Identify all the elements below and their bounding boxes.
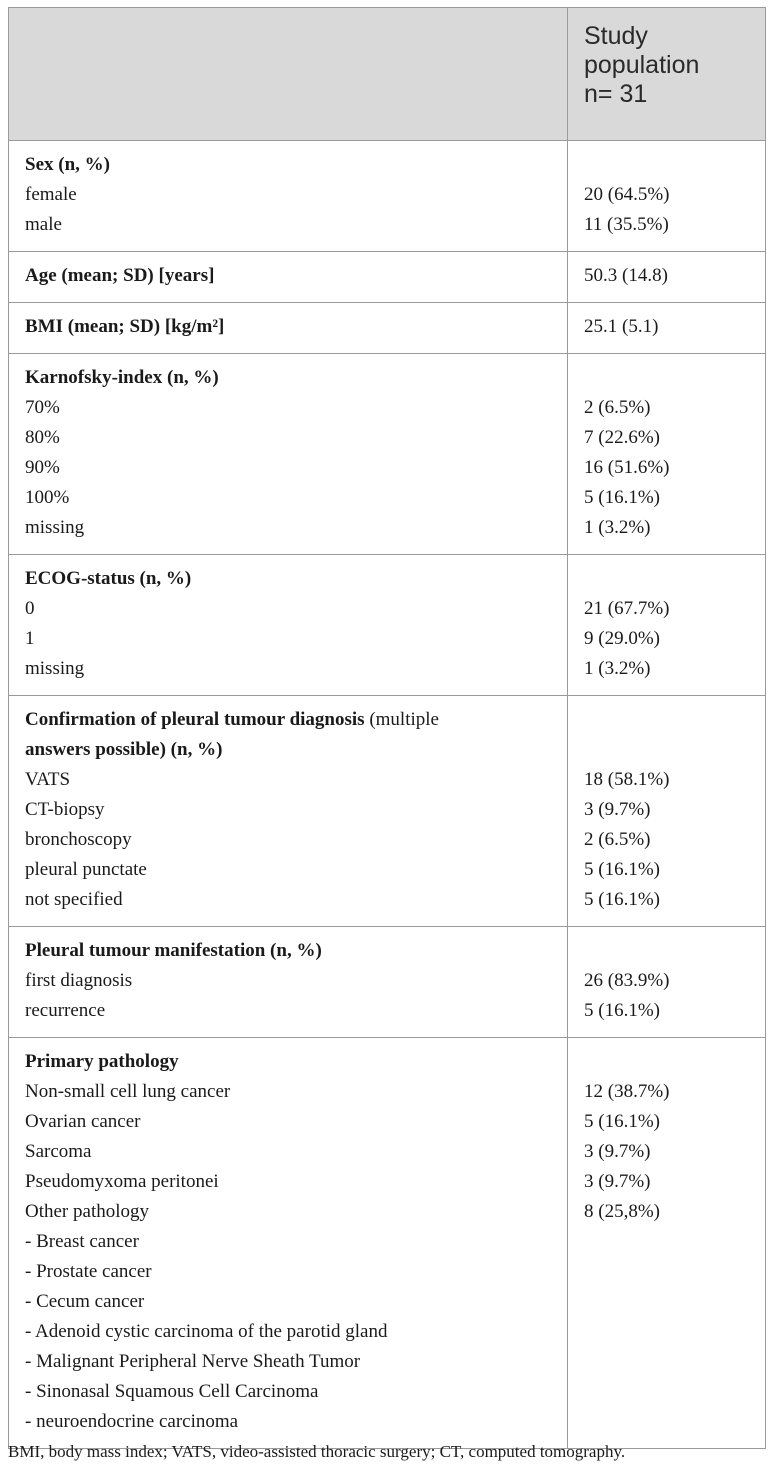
row-label: Sarcoma	[25, 1141, 92, 1162]
section-label-cell	[9, 141, 568, 252]
row-value: 2 (6.5%)	[584, 829, 651, 850]
row-label: 70%	[25, 397, 60, 418]
table-section-bmi	[9, 303, 766, 354]
row-value: 5 (16.1%)	[584, 889, 660, 910]
section-label-cell	[9, 252, 568, 303]
section-title-bold: Confirmation of pleural tumour diagnosis	[25, 709, 365, 730]
row-value: 3 (9.7%)	[584, 799, 651, 820]
row-value	[584, 1317, 749, 1347]
section-label-cell	[9, 555, 568, 696]
section-title: ECOG-status (n, %)	[25, 568, 192, 589]
section-value-cell	[568, 1038, 766, 1449]
row-value	[584, 1257, 749, 1287]
section-value-cell	[568, 696, 766, 927]
row-label: 0	[25, 598, 35, 619]
table-section-ecog	[9, 555, 766, 696]
row-label: pleural punctate	[25, 859, 147, 880]
row-label: missing	[25, 658, 85, 679]
row-value: 21 (67.7%)	[584, 598, 670, 619]
row-value: 3 (9.7%)	[584, 1141, 651, 1162]
row-value	[584, 1407, 749, 1437]
row-label: CT-biopsy	[25, 799, 105, 820]
row-value: 11 (35.5%)	[584, 214, 669, 235]
row-value: 9 (29.0%)	[584, 628, 660, 649]
row-value: 5 (16.1%)	[584, 1000, 660, 1021]
section-title: BMI (mean; SD) [kg/m²]	[25, 316, 225, 337]
table-footnote: BMI, body mass index; VATS, video-assisted thoracic surgery; CT, computed tomography.	[8, 1442, 626, 1461]
table-section-manifestation	[9, 927, 766, 1038]
row-label: 90%	[25, 457, 60, 478]
section-label-cell	[9, 354, 568, 555]
section-title: Age (mean; SD) [years]	[25, 265, 215, 286]
header-line: population	[584, 51, 700, 79]
row-label: - Malignant Peripheral Nerve Sheath Tumor	[25, 1351, 361, 1372]
study-population-table	[8, 7, 766, 1449]
row-label: first diagnosis	[25, 970, 133, 991]
row-value: 20 (64.5%)	[584, 184, 670, 205]
row-label: 80%	[25, 427, 60, 448]
section-label-cell	[9, 927, 568, 1038]
section-title	[25, 705, 551, 735]
section-value-cell	[568, 252, 766, 303]
section-value-cell	[568, 555, 766, 696]
row-value: 50.3 (14.8)	[584, 265, 668, 286]
section-value-cell	[568, 927, 766, 1038]
section-title: Sex (n, %)	[25, 154, 110, 175]
section-title: Pleural tumour manifestation (n, %)	[25, 940, 322, 961]
row-value: 26 (83.9%)	[584, 970, 670, 991]
row-label: recurrence	[25, 1000, 106, 1021]
row-value: 16 (51.6%)	[584, 457, 670, 478]
header-line: Study	[584, 22, 648, 50]
row-label: missing	[25, 517, 85, 538]
row-label: - Sinonasal Squamous Cell Carcinoma	[25, 1381, 319, 1402]
table-section-primary-pathology	[9, 1038, 766, 1449]
row-label: 100%	[25, 487, 70, 508]
row-value: 5 (16.1%)	[584, 859, 660, 880]
row-label: - neuroendocrine carcinoma	[25, 1411, 239, 1432]
header-value-cell	[568, 8, 766, 141]
header-label-cell	[9, 8, 568, 141]
header-line: n= 31	[584, 80, 648, 108]
study-population-table-container	[8, 7, 765, 1449]
row-value: 5 (16.1%)	[584, 487, 660, 508]
row-value: 1 (3.2%)	[584, 658, 651, 679]
row-label: Pseudomyxoma peritonei	[25, 1171, 219, 1192]
row-value	[584, 1287, 749, 1317]
table-section-age	[9, 252, 766, 303]
section-title-rest: (multiple	[364, 709, 439, 730]
section-label-cell	[9, 1038, 568, 1449]
row-value	[584, 1347, 749, 1377]
section-title: Primary pathology	[25, 1051, 179, 1072]
table-section-confirmation	[9, 696, 766, 927]
row-value: 5 (16.1%)	[584, 1111, 660, 1132]
row-label: - Prostate cancer	[25, 1261, 152, 1282]
row-label: male	[25, 214, 62, 235]
row-value: 18 (58.1%)	[584, 769, 670, 790]
row-value: 12 (38.7%)	[584, 1081, 670, 1102]
row-label: Ovarian cancer	[25, 1111, 141, 1132]
section-label-cell	[9, 696, 568, 927]
row-label: female	[25, 184, 77, 205]
row-value: 1 (3.2%)	[584, 517, 651, 538]
section-value-cell	[568, 303, 766, 354]
row-label: VATS	[25, 769, 71, 790]
row-value: 8 (25,8%)	[584, 1201, 660, 1222]
row-label: - Breast cancer	[25, 1231, 139, 1252]
table-header-row	[9, 8, 766, 141]
row-label: Non-small cell lung cancer	[25, 1081, 231, 1102]
table-section-karnofsky	[9, 354, 766, 555]
row-label: not specified	[25, 889, 123, 910]
row-value	[584, 1227, 749, 1257]
row-value	[584, 1377, 749, 1407]
table-section-sex	[9, 141, 766, 252]
section-title-line2: answers possible) (n, %)	[25, 739, 223, 760]
row-value: 3 (9.7%)	[584, 1171, 651, 1192]
row-label: bronchoscopy	[25, 829, 132, 850]
row-label: - Adenoid cystic carcinoma of the parotid gland	[25, 1321, 388, 1342]
row-value: 25.1 (5.1)	[584, 316, 659, 337]
section-value-cell	[568, 141, 766, 252]
row-label: - Cecum cancer	[25, 1291, 145, 1312]
row-value: 7 (22.6%)	[584, 427, 660, 448]
row-value: 2 (6.5%)	[584, 397, 651, 418]
section-label-cell	[9, 303, 568, 354]
section-title: Karnofsky-index (n, %)	[25, 367, 219, 388]
section-value-cell	[568, 354, 766, 555]
row-label: Other pathology	[25, 1201, 150, 1222]
row-label: 1	[25, 628, 35, 649]
